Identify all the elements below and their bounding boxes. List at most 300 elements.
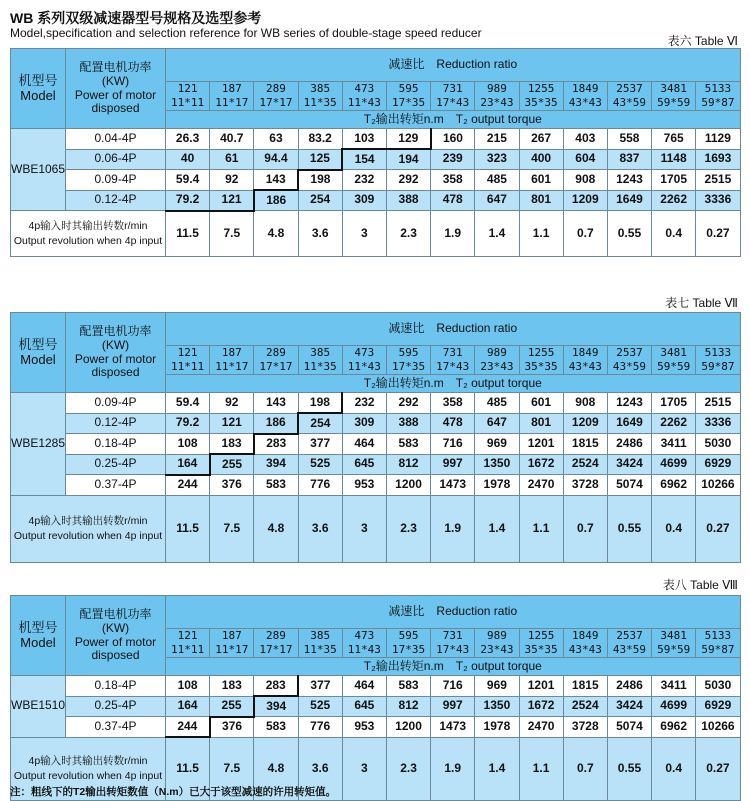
torque-value: 129	[386, 129, 430, 150]
torque-value: 583	[386, 434, 430, 455]
torque-value: 997	[431, 696, 475, 717]
table-row	[11, 170, 741, 191]
ratio-gears: 17*35	[391, 360, 426, 373]
torque-value: 164	[166, 454, 210, 475]
torque-value: 125	[298, 149, 342, 170]
ratio-value: 5133	[704, 346, 732, 359]
ratio-gears: 17*35	[391, 96, 426, 109]
ratio-gears: 11*17	[215, 360, 249, 373]
torque-value: 1815	[563, 676, 607, 697]
output-rev-value: 11.5	[166, 495, 210, 562]
ratio-value: 473	[354, 629, 375, 642]
torque-value: 558	[607, 129, 651, 150]
output-rev-value: 3.6	[298, 495, 342, 562]
output-rev-value: 0.7	[563, 495, 607, 562]
output-rev-value: 1.1	[519, 211, 563, 257]
ratio-value: 731	[442, 629, 463, 642]
ratio-value: 731	[442, 82, 463, 95]
output-rev-label-cn: 4p输入时其输出转数r/min	[28, 754, 148, 767]
ratio-gears: 59*59	[657, 360, 691, 373]
ratio-value: 385	[310, 82, 331, 95]
torque-value: 154	[342, 149, 386, 170]
ratio-gears: 11*35	[303, 360, 337, 373]
torque-value: 92	[210, 393, 254, 414]
torque-value: 1148	[652, 149, 696, 170]
torque-value: 583	[254, 475, 298, 496]
model-header	[11, 49, 66, 129]
ratio-gears: 23*43	[480, 360, 514, 373]
ratio-cell	[563, 82, 607, 111]
torque-value: 59.4	[166, 170, 210, 191]
ratio-value: 731	[442, 346, 463, 359]
torque-value: 969	[475, 434, 519, 455]
ratio-gears: 23*43	[480, 643, 514, 656]
torque-value: 647	[475, 413, 519, 434]
torque-value: 186	[254, 413, 298, 434]
output-rev-value: 2.3	[386, 495, 430, 562]
torque-value: 2262	[652, 413, 696, 434]
output-rev-value: 0.55	[607, 211, 651, 257]
page-title: WB 系列双级减速器型号规格及选型参考	[10, 10, 262, 26]
torque-value: 309	[342, 190, 386, 211]
power-header-en: Power of motor disposed	[74, 87, 157, 116]
torque-value: 1705	[652, 170, 696, 191]
torque-value: 953	[342, 475, 386, 496]
torque-title: T₂输出转矩n.m T₂ output torque	[166, 375, 741, 393]
torque-value: 40	[166, 149, 210, 170]
torque-value: 464	[342, 434, 386, 455]
output-rev-value: 4.8	[254, 737, 298, 800]
ratio-cell	[166, 82, 210, 111]
torque-value: 2486	[607, 676, 651, 697]
ratio-cell	[475, 629, 519, 658]
model-header-cn: 机型号	[18, 336, 58, 352]
torque-title: T₂输出转矩n.m T₂ output torque	[166, 658, 741, 676]
output-rev-value: 1.4	[475, 737, 519, 800]
output-rev-value: 7.5	[210, 495, 254, 562]
output-rev-value: 0.4	[652, 211, 696, 257]
torque-value: 464	[342, 676, 386, 697]
torque-value: 121	[210, 190, 254, 211]
output-rev-value: 0.27	[696, 737, 740, 800]
ratio-value: 121	[177, 629, 198, 642]
ratio-title: 减速比 Reduction ratio	[166, 596, 741, 629]
torque-value: 2486	[607, 434, 651, 455]
ratio-gears: 11*43	[347, 96, 381, 109]
table-row	[11, 190, 741, 211]
torque-value: 604	[563, 149, 607, 170]
torque-value: 26.3	[166, 129, 210, 150]
torque-value: 183	[210, 434, 254, 455]
torque-value: 1129	[696, 129, 740, 150]
ratio-value: 1849	[572, 629, 599, 642]
torque-value: 908	[563, 170, 607, 191]
ratio-gears: 17*43	[436, 96, 470, 109]
table-label: 表八 Table Ⅷ	[662, 578, 738, 592]
torque-value: 908	[563, 393, 607, 414]
torque-value: 1243	[607, 393, 651, 414]
power-header-en: Power of motor disposed	[74, 634, 157, 663]
ratio-cell	[254, 629, 298, 658]
torque-value: 776	[298, 475, 342, 496]
ratio-value: 2537	[616, 346, 643, 359]
torque-value: 1473	[431, 717, 475, 738]
ratio-gears: 59*87	[701, 360, 735, 373]
ratio-cell	[298, 82, 342, 111]
output-rev-label-en: Output revolution when 4p input	[13, 529, 163, 542]
output-rev-value: 4.8	[254, 495, 298, 562]
ratio-cell	[519, 629, 563, 658]
torque-value: 812	[386, 696, 430, 717]
torque-value: 601	[519, 170, 563, 191]
power-value: 0.12-4P	[66, 190, 166, 211]
model-header-en: Model	[20, 351, 56, 367]
page-subtitle: Model,specification and selection reference for WB series of double-stage speed reducer	[10, 26, 482, 40]
torque-value: 108	[166, 434, 210, 455]
output-rev-value: 0.7	[563, 211, 607, 257]
output-rev-value: 11.5	[166, 211, 210, 257]
torque-value: 239	[431, 149, 475, 170]
torque-value: 801	[519, 413, 563, 434]
table-row	[11, 434, 741, 455]
power-header-cn: 配置电机功率(KW)	[79, 606, 152, 635]
torque-value: 1200	[386, 717, 430, 738]
torque-value: 292	[386, 170, 430, 191]
output-rev-value: 1.4	[475, 495, 519, 562]
torque-value: 601	[519, 393, 563, 414]
ratio-value: 385	[310, 629, 331, 642]
model-header	[11, 596, 66, 676]
output-rev-value: 0.4	[652, 737, 696, 800]
torque-value: 323	[475, 149, 519, 170]
torque-value: 63	[254, 129, 298, 150]
output-rev-label-cn: 4p输入时其输出转数r/min	[28, 514, 148, 527]
torque-value: 1672	[519, 454, 563, 475]
torque-value: 953	[342, 717, 386, 738]
spec-table	[10, 48, 741, 257]
output-rev-value: 3	[342, 211, 386, 257]
torque-value: 1649	[607, 413, 651, 434]
torque-value: 1201	[519, 676, 563, 697]
torque-value: 79.2	[166, 413, 210, 434]
output-rev-value: 0.7	[563, 737, 607, 800]
output-rev-label-en: Output revolution when 4p input	[13, 234, 163, 247]
torque-value: 283	[254, 434, 298, 455]
torque-value: 232	[342, 393, 386, 414]
ratio-cell	[166, 629, 210, 658]
table-row	[11, 717, 741, 738]
torque-value: 716	[431, 676, 475, 697]
torque-value: 394	[254, 696, 298, 717]
torque-value: 292	[386, 393, 430, 414]
power-value: 0.09-4P	[66, 170, 166, 191]
ratio-cell	[519, 346, 563, 375]
torque-value: 645	[342, 696, 386, 717]
table-row	[11, 149, 741, 170]
ratio-value: 289	[266, 82, 286, 95]
torque-value: 358	[431, 393, 475, 414]
torque-value: 583	[254, 717, 298, 738]
torque-value: 183	[210, 676, 254, 697]
ratio-value: 595	[398, 82, 419, 95]
spec-table	[10, 595, 741, 801]
table-label: 表六 Table Ⅵ	[667, 34, 738, 48]
torque-value: 801	[519, 190, 563, 211]
torque-value: 160	[431, 129, 475, 150]
ratio-gears: 43*59	[612, 360, 647, 373]
torque-value: 2262	[652, 190, 696, 211]
torque-value: 525	[298, 696, 342, 717]
power-value: 0.25-4P	[66, 454, 166, 475]
torque-value: 645	[342, 454, 386, 475]
output-rev-value: 1.9	[431, 737, 475, 800]
torque-value: 164	[166, 696, 210, 717]
output-rev-value: 0.4	[652, 495, 696, 562]
torque-value: 6962	[652, 717, 696, 738]
power-header	[66, 49, 166, 129]
torque-value: 716	[431, 434, 475, 455]
table-row	[11, 129, 741, 150]
ratio-cell	[475, 346, 519, 375]
ratio-value: 385	[310, 346, 331, 359]
ratio-cell	[210, 346, 254, 375]
torque-value: 244	[166, 717, 210, 738]
ratio-value: 5133	[704, 629, 732, 642]
ratio-value: 473	[354, 346, 375, 359]
torque-value: 255	[210, 696, 254, 717]
torque-value: 198	[298, 393, 342, 414]
power-header	[66, 596, 166, 676]
ratio-value: 595	[398, 629, 419, 642]
ratio-value: 3481	[660, 82, 687, 95]
torque-value: 2470	[519, 717, 563, 738]
ratio-cell	[696, 346, 740, 375]
output-rev-value: 2.3	[386, 737, 430, 800]
output-rev-value: 0.55	[607, 495, 651, 562]
ratio-gears: 59*87	[701, 96, 735, 109]
torque-value: 1201	[519, 434, 563, 455]
ratio-cell	[431, 82, 475, 111]
torque-value: 3336	[696, 413, 740, 434]
torque-value: 94.4	[254, 149, 298, 170]
torque-value: 485	[475, 393, 519, 414]
output-rev-label-cn: 4p输入时其输出转数r/min	[28, 219, 148, 232]
torque-value: 1978	[475, 475, 519, 496]
torque-value: 4699	[652, 454, 696, 475]
ratio-value: 187	[221, 629, 242, 642]
torque-value: 3411	[652, 434, 696, 455]
ratio-gears: 17*43	[436, 643, 470, 656]
torque-value: 92	[210, 170, 254, 191]
ratio-cell	[386, 82, 430, 111]
model-header	[11, 313, 66, 393]
ratio-gears: 11*17	[215, 643, 249, 656]
spec-table	[10, 312, 741, 563]
torque-value: 583	[386, 676, 430, 697]
torque-value: 79.2	[166, 190, 210, 211]
torque-value: 1473	[431, 475, 475, 496]
power-value: 0.12-4P	[66, 413, 166, 434]
torque-value: 283	[254, 676, 298, 697]
torque-value: 1649	[607, 190, 651, 211]
power-value: 0.09-4P	[66, 393, 166, 414]
output-rev-value: 2.3	[386, 211, 430, 257]
ratio-cell	[210, 629, 254, 658]
ratio-gears: 59*59	[657, 643, 691, 656]
ratio-gears: 35*35	[524, 360, 558, 373]
torque-value: 198	[298, 170, 342, 191]
ratio-gears: 35*35	[524, 643, 558, 656]
ratio-title: 减速比 Reduction ratio	[166, 49, 741, 82]
torque-value: 103	[342, 129, 386, 150]
output-rev-row	[11, 495, 741, 562]
torque-value: 2524	[563, 454, 607, 475]
torque-value: 2515	[696, 170, 740, 191]
torque-value: 485	[475, 170, 519, 191]
ratio-cell	[386, 346, 430, 375]
torque-value: 2470	[519, 475, 563, 496]
torque-value: 5030	[696, 676, 740, 697]
ratio-cell	[652, 629, 696, 658]
torque-value: 10266	[696, 717, 740, 738]
table-row	[11, 696, 741, 717]
ratio-gears: 23*43	[480, 96, 514, 109]
ratio-value: 187	[221, 346, 242, 359]
output-rev-value: 0.27	[696, 211, 740, 257]
ratio-cell	[210, 82, 254, 111]
torque-title: T₂输出转矩n.m T₂ output torque	[166, 111, 741, 129]
torque-value: 2524	[563, 696, 607, 717]
torque-value: 376	[210, 717, 254, 738]
ratio-cell	[652, 82, 696, 111]
torque-value: 232	[342, 170, 386, 191]
output-rev-value: 1.9	[431, 211, 475, 257]
output-rev-value: 0.27	[696, 495, 740, 562]
power-header	[66, 313, 166, 393]
torque-value: 377	[298, 676, 342, 697]
ratio-value: 1255	[527, 629, 555, 642]
torque-value: 1978	[475, 717, 519, 738]
ratio-value: 5133	[704, 82, 732, 95]
ratio-gears: 59*87	[701, 643, 735, 656]
torque-value: 400	[519, 149, 563, 170]
ratio-cell	[475, 82, 519, 111]
ratio-value: 187	[221, 82, 242, 95]
torque-value: 6962	[652, 475, 696, 496]
torque-value: 194	[386, 149, 430, 170]
ratio-title: 减速比 Reduction ratio	[166, 313, 741, 346]
ratio-cell	[431, 629, 475, 658]
torque-value: 121	[210, 413, 254, 434]
ratio-gears: 17*43	[436, 360, 470, 373]
ratio-gears: 11*11	[171, 643, 205, 656]
torque-value: 388	[386, 413, 430, 434]
ratio-value: 289	[266, 629, 286, 642]
ratio-gears: 43*43	[568, 96, 602, 109]
power-value: 0.37-4P	[66, 475, 166, 496]
torque-value: 5074	[607, 717, 651, 738]
ratio-gears: 17*17	[259, 643, 293, 656]
ratio-value: 989	[486, 82, 507, 95]
power-header-cn: 配置电机功率(KW)	[79, 323, 152, 352]
torque-value: 267	[519, 129, 563, 150]
power-header-cn: 配置电机功率(KW)	[79, 59, 152, 88]
output-rev-value: 1.1	[519, 495, 563, 562]
torque-value: 403	[563, 129, 607, 150]
torque-value: 5074	[607, 475, 651, 496]
torque-value: 1815	[563, 434, 607, 455]
model-name: WBE1285	[11, 393, 66, 496]
output-rev-value: 11.5	[166, 737, 210, 800]
ratio-cell	[298, 629, 342, 658]
output-rev-value: 1.4	[475, 211, 519, 257]
torque-value: 478	[431, 413, 475, 434]
torque-value: 215	[475, 129, 519, 150]
ratio-value: 1849	[572, 82, 599, 95]
ratio-gears: 17*17	[259, 360, 293, 373]
power-value: 0.04-4P	[66, 129, 166, 150]
ratio-cell	[696, 82, 740, 111]
ratio-gears: 43*59	[612, 96, 647, 109]
torque-value: 143	[254, 170, 298, 191]
torque-value: 478	[431, 190, 475, 211]
ratio-gears: 59*59	[657, 96, 691, 109]
torque-value: 244	[166, 475, 210, 496]
ratio-value: 3481	[660, 346, 687, 359]
table-row	[11, 454, 741, 475]
torque-value: 3728	[563, 717, 607, 738]
model-name: WBE1065	[11, 129, 66, 211]
ratio-gears: 11*35	[303, 96, 337, 109]
ratio-value: 3481	[660, 629, 687, 642]
torque-value: 108	[166, 676, 210, 697]
torque-value: 812	[386, 454, 430, 475]
ratio-value: 289	[266, 346, 286, 359]
ratio-cell	[166, 346, 210, 375]
power-value: 0.18-4P	[66, 434, 166, 455]
ratio-gears: 11*17	[215, 96, 249, 109]
torque-value: 83.2	[298, 129, 342, 150]
table-row	[11, 475, 741, 496]
torque-value: 5030	[696, 434, 740, 455]
torque-value: 3728	[563, 475, 607, 496]
torque-value: 837	[607, 149, 651, 170]
ratio-gears: 17*35	[391, 643, 426, 656]
ratio-cell	[386, 629, 430, 658]
torque-value: 525	[298, 454, 342, 475]
ratio-cell	[298, 346, 342, 375]
ratio-cell	[254, 82, 298, 111]
torque-value: 2515	[696, 393, 740, 414]
torque-value: 1200	[386, 475, 430, 496]
torque-value: 3424	[607, 696, 651, 717]
ratio-cell	[342, 629, 386, 658]
torque-value: 377	[298, 434, 342, 455]
torque-value: 143	[254, 393, 298, 414]
ratio-value: 121	[177, 82, 198, 95]
torque-value: 40.7	[210, 129, 254, 150]
torque-value: 394	[254, 454, 298, 475]
torque-value: 1209	[563, 413, 607, 434]
torque-value: 61	[210, 149, 254, 170]
torque-value: 388	[386, 190, 430, 211]
torque-value: 1243	[607, 170, 651, 191]
output-rev-value: 7.5	[210, 211, 254, 257]
torque-value: 1693	[696, 149, 740, 170]
torque-value: 59.4	[166, 393, 210, 414]
ratio-cell	[607, 629, 651, 658]
model-header-cn: 机型号	[18, 72, 58, 88]
